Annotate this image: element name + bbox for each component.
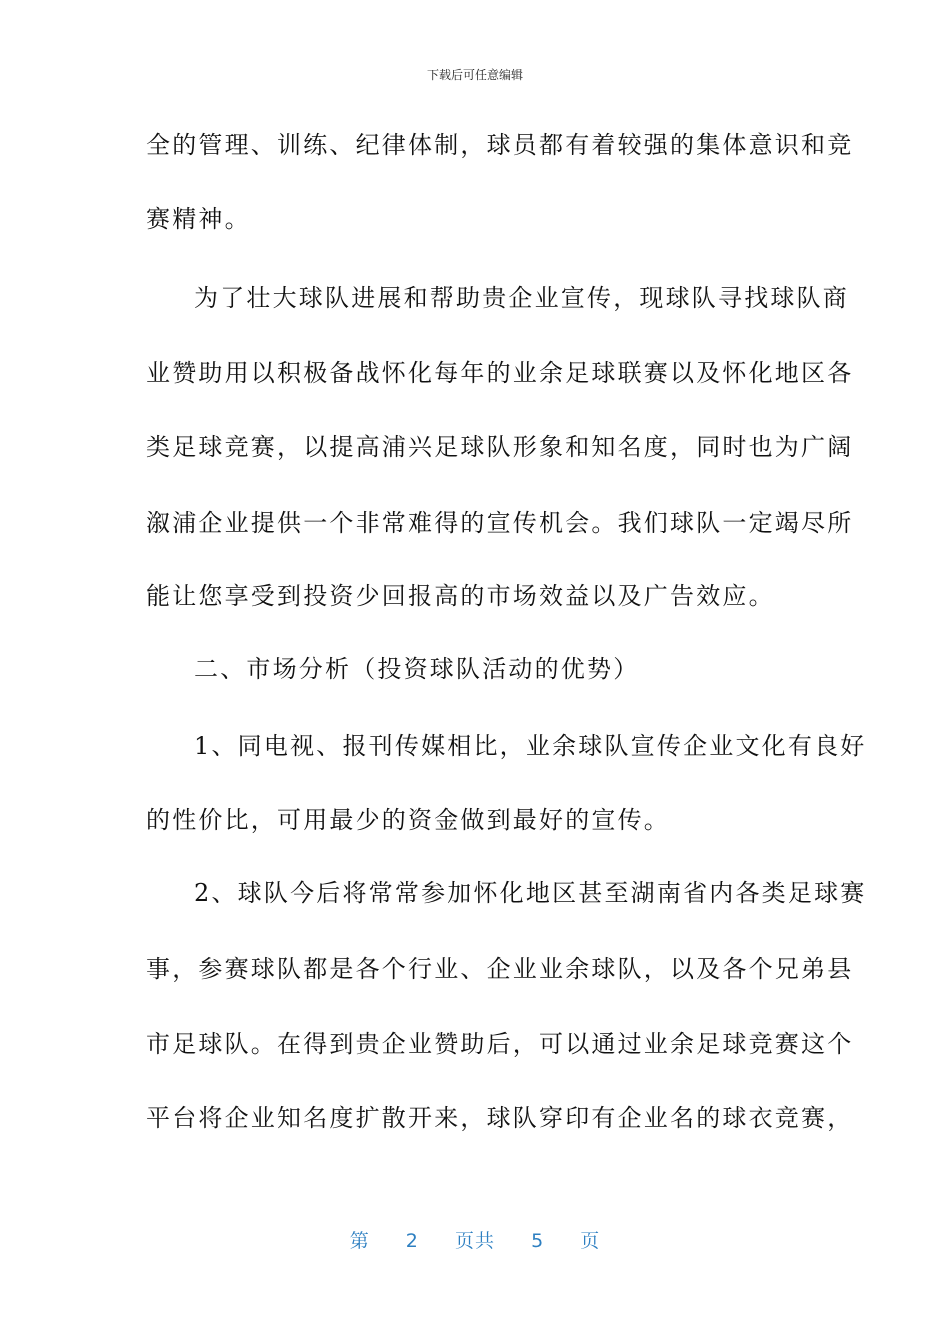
body-line: 能让您享受到投资少回报高的市场效益以及广告效应。 [146,582,775,610]
page-number: 2 [405,1230,419,1252]
body-line: 2、球队今后将常常参加怀化地区甚至湖南省内各类足球赛 [194,879,867,907]
header-note: 下载后可任意编辑 [426,68,523,82]
page-footer [0,1226,950,1253]
body-line: 为了壮大球队进展和帮助贵企业宣传，现球队寻找球队商 [194,284,849,312]
body-line: 全的管理、训练、纪律体制，球员都有着较强的集体意识和竞 [146,131,854,159]
page-mid: 页共 [454,1230,495,1252]
page-suffix: 页 [580,1230,601,1252]
total-pages: 5 [531,1230,545,1252]
body-line: 市足球队。在得到贵企业赞助后，可以通过业余足球竞赛这个 [146,1030,854,1058]
body-line: 1、同电视、报刊传媒相比，业余球队宣传企业文化有良好 [194,732,867,760]
page-prefix: 第 [349,1230,370,1252]
body-line: 类足球竞赛，以提高浦兴足球队形象和知名度，同时也为广阔 [146,433,854,461]
body-line: 赛精神。 [146,205,251,233]
section-heading: 二、市场分析（投资球队活动的优势） [194,655,640,683]
body-line: 事，参赛球队都是各个行业、企业业余球队，以及各个兄弟县 [146,955,854,983]
body-line: 业赞助用以积极备战怀化每年的业余足球联赛以及怀化地区各 [146,359,854,387]
body-line: 平台将企业知名度扩散开来，球队穿印有企业名的球衣竞赛， [146,1104,854,1132]
body-line: 的性价比，可用最少的资金做到最好的宣传。 [146,806,670,834]
body-line: 溆浦企业提供一个非常难得的宣传机会。我们球队一定竭尽所 [146,509,854,537]
